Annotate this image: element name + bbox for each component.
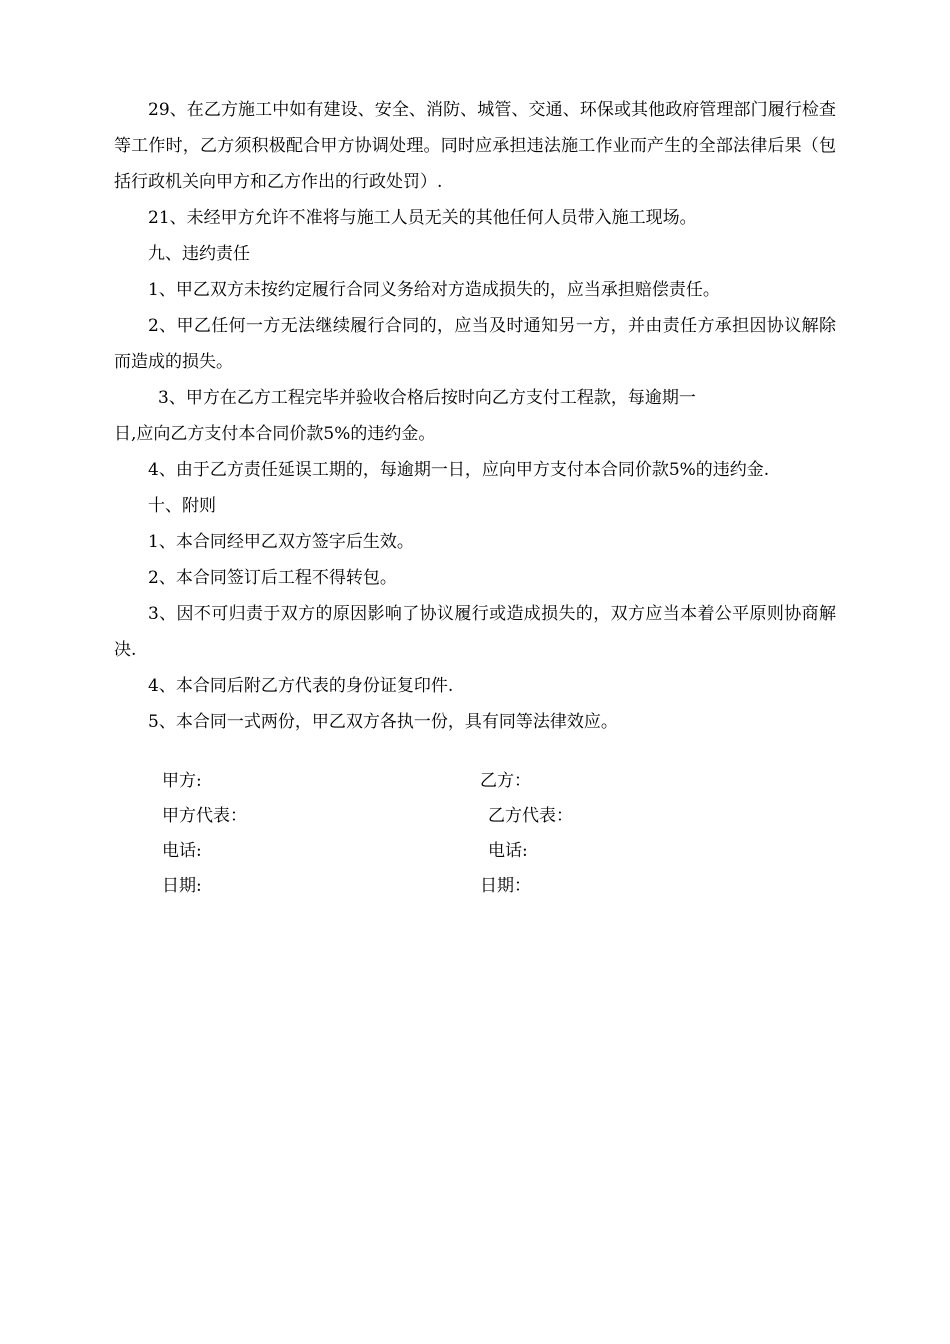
signature-block (162, 764, 722, 904)
party-b-phone-label: 电话: (488, 841, 528, 861)
party-b-representative-label: 乙方代表： (488, 806, 573, 826)
breach-clause-4: 4、由于乙方责任延误工期的，每逾期一日，应向甲方支付本合同价款5%的违约金. (148, 460, 770, 480)
breach-clause-3: 3、甲方在乙方工程完毕并验收合格后按时向乙方支付工程款，每逾期一 (158, 388, 696, 408)
signature-row-phone (162, 834, 722, 869)
party-b-label: 乙方： (480, 771, 531, 791)
party-a-representative-label: 甲方代表： (162, 806, 247, 826)
signature-row-party (162, 764, 722, 799)
section-heading-supplementary: 十、附则 (148, 496, 216, 516)
supplementary-clause-1: 1、本合同经甲乙双方签字后生效。 (148, 532, 414, 552)
signature-row-representative (162, 799, 722, 834)
section-heading-breach: 九、违约责任 (148, 244, 250, 264)
party-b-date-label: 日期： (480, 876, 531, 896)
breach-clause-1: 1、甲乙双方未按约定履行合同义务给对方造成损失的，应当承担赔偿责任。 (148, 280, 720, 300)
breach-clause-3-continued: 日,应向乙方支付本合同价款5%的违约金。 (114, 424, 436, 444)
supplementary-clause-5: 5、本合同一式两份，甲乙双方各执一份，具有同等法律效应。 (148, 712, 618, 732)
party-a-label: 甲方: (162, 771, 202, 791)
party-a-phone-label: 电话: (162, 841, 202, 861)
clause-21: 21、未经甲方允许不准将与施工人员无关的其他任何人员带入施工现场。 (148, 208, 697, 228)
signature-row-date (162, 869, 722, 904)
supplementary-clause-4: 4、本合同后附乙方代表的身份证复印件. (148, 676, 454, 696)
supplementary-clause-3: 3、因不可归责于双方的原因影响了协议履行或造成损失的，双方应当本着公平原则协商解决. (114, 604, 836, 660)
breach-clause-2: 2、甲乙任何一方无法继续履行合同的，应当及时通知另一方，并由责任方承担因协议解除而造成的损失。 (114, 316, 836, 372)
clause-29: 29、在乙方施工中如有建设、安全、消防、城管、交通、环保或其他政府管理部门履行检查等工作时，乙方须积极配合甲方协调处理。同时应承担违法施工作业而产生的全部法律后果（包括行政机关向甲方和乙方作出的行政处罚）. (114, 100, 836, 192)
supplementary-clause-2: 2、本合同签订后工程不得转包。 (148, 568, 397, 588)
contract-body (114, 92, 836, 740)
party-a-date-label: 日期: (162, 876, 202, 896)
